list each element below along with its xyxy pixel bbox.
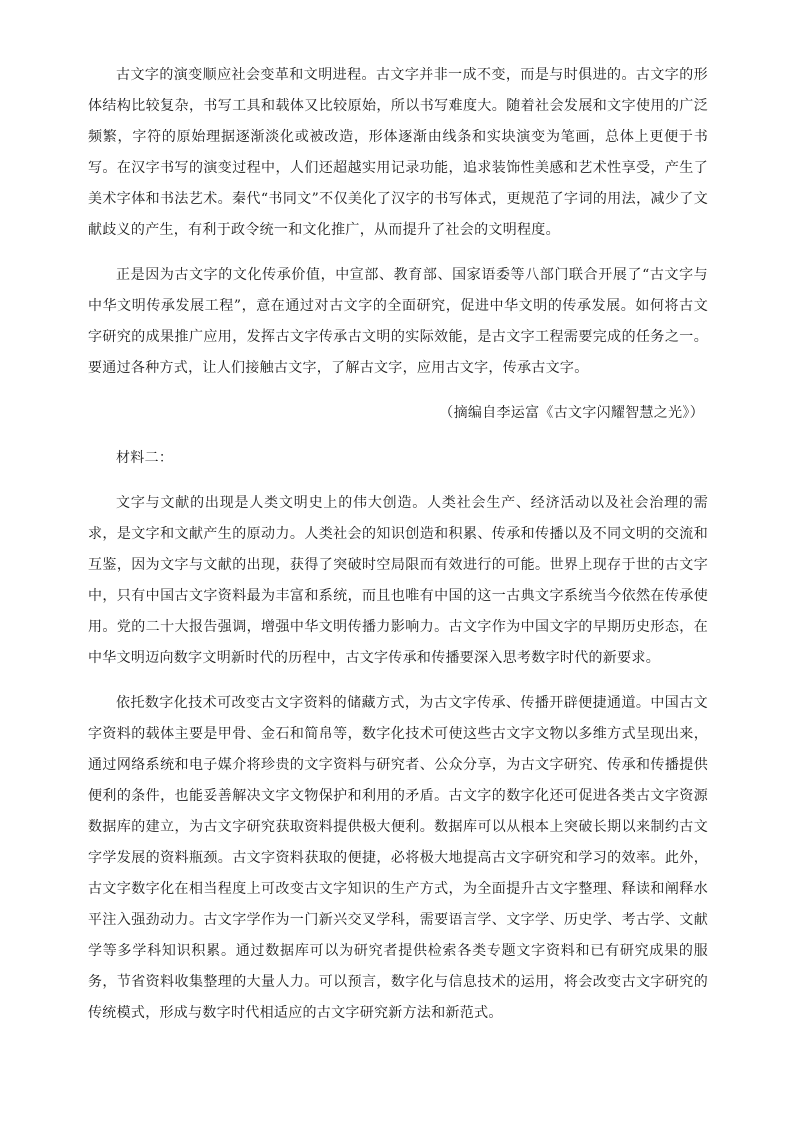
document-body xyxy=(88,60,708,1029)
source-attribution: （摘编自李运富《古文字闪耀智慧之光》） xyxy=(439,405,704,421)
section-heading-material-two: 材料二： xyxy=(116,450,174,466)
paragraph-project: 正是因为古文字的文化传承价值，中宣部、教育部、国家语委等八部门联合开展了“古文字与中华文明传承发展工程”，意在通过对古文字的全面研究，促进中华文明的传承发展。如何将古文字研究的成果推广应用，发挥古文字传承古文明的实际效能，是古文字工程需要完成的任务之一。要通过各种方式，让人们接触古文字，了解古文字，应用古文字，传承古文字。 xyxy=(88,267,708,376)
paragraph-evolution: 古文字的演变顺应社会变革和文明进程。古文字并非一成不变，而是与时俱进的。古文字的形体结构比较复杂，书写工具和载体又比较原始，所以书写难度大。随着社会发展和文字使用的广泛频繁，字符的原始理据逐渐淡化或被改造，形体逐渐由线条和实块演变为笔画，总体上更便于书写。在汉字书写的演变过程中，人们还超越实用记录功能，追求装饰性美感和艺术性享受，产生了美术字体和书法艺术。秦代“书同文”不仅美化了汉字的书写体式，更规范了字词的用法，减少了文献歧义的产生，有利于政令统一和文化推广，从而提升了社会的文明程度。 xyxy=(88,67,708,238)
paragraph-digitization: 依托数字化技术可改变古文字资料的储藏方式，为古文字传承、传播开辟便捷通道。中国古文字资料的载体主要是甲骨、金石和简帛等，数字化技术可使这些古文字文物以多维方式呈现出来，通过网络系统和电子媒介将珍贵的文字资料与研究者、公众分享，为古文字研究、传承和传播提供便利的条件，也能妥善解决文字文物保护和利用的矛盾。古文字的数字化还可促进各类古文字资源数据库的建立，为古文字研究获取资料提供极大便利。数据库可以从根本上突破长期以来制约古文字学发展的资料瓶颈。古文字资料获取的便捷，必将极大地提高古文字研究和学习的效率。此外，古文字数字化在相当程度上可改变古文字知识的生产方式，为全面提升古文字整理、释读和阐释水平注入强劲动力。古文字学作为一门新兴交叉学科，需要语言学、文字学、历史学、考古学、文献学等多学科知识积累。通过数据库可以为研究者提供检索各类专题文字资料和已有研究成果的服务，节省资料收集整理的大量人力。可以预言，数字化与信息技术的运用，将会改变古文字研究的传统模式，形成与数字时代相适应的古文字研究新方法和新范式。 xyxy=(88,695,708,1021)
paragraph-writing-civilization: 文字与文献的出现是人类文明史上的伟大创造。人类社会生产、经济活动以及社会治理的需求，是文字和文献产生的原动力。人类社会的知识创造和积累、传承和传播以及不同文明的交流和互鉴，因为文字与文献的出现，获得了突破时空局限而有效进行的可能。世界上现存于世的古文字中，只有中国古文字资料最为丰富和系统，而且也唯有中国的这一古典文字系统当今依然在传承使用。党的二十大报告强调，增强中华文明传播力影响力。古文字作为中国文字的早期历史形态，在中华文明迈向数字文明新时代的历程中，古文字传承和传播要深入思考数字时代的新要求。 xyxy=(88,495,708,666)
